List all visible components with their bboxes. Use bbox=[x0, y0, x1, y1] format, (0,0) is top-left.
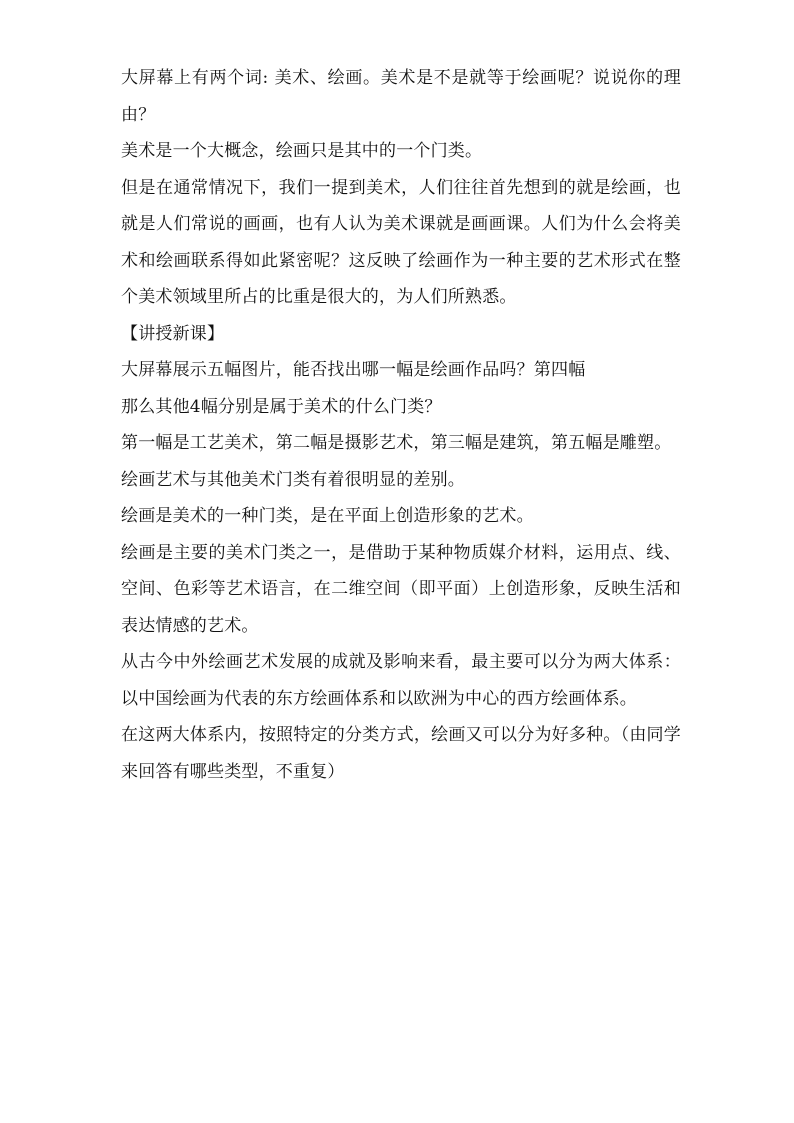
document-page bbox=[121, 60, 681, 790]
paragraph-two-systems: 从古今中外绘画艺术发展的成就及影响来看，最主要可以分为两大体系：以中国绘画为代表的东方绘画体系和以欧洲为中心的西方绘画体系。 bbox=[121, 652, 681, 709]
paragraph-definition: 绘画是美术的一种门类，是在平面上创造形象的艺术。 bbox=[121, 506, 534, 526]
paragraph-other-four: 那么其他4幅分别是属于美术的什么门类？ bbox=[121, 396, 442, 417]
paragraph-concept: 美术是一个大概念，绘画只是其中的一个门类。 bbox=[121, 141, 483, 161]
paragraph-question: 大屏幕上有两个词: 美术、绘画。美术是不是就等于绘画呢？说说你的理由？ bbox=[121, 68, 681, 125]
paragraph-explanation: 但是在通常情况下，我们一提到美术，人们往往首先想到的就是绘画，也就是人们常说的画画，也有人认为美术课就是画画课。人们为什么会将美术和绘画联系得如此紧密呢？这反映了绘画作为一种主要的艺术形式在整个美术领域里所占的比重是很大的，为人们所熟悉。 bbox=[121, 177, 681, 307]
paragraph-difference: 绘画艺术与其他美术门类有着很明显的差别。 bbox=[121, 469, 465, 490]
paragraph-categories: 第一幅是工艺美术，第二幅是摄影艺术，第三幅是建筑，第五幅是雕塑。 bbox=[121, 433, 672, 453]
paragraph-main-category: 绘画是主要的美术门类之一，是借助于某种物质媒介材料，运用点、线、空间、色彩等艺术语言，在二维空间（即平面）上创造形象，反映生活和表达情感的艺术。 bbox=[121, 542, 681, 636]
paragraph-five-images: 大屏幕展示五幅图片，能否找出哪一幅是绘画作品吗？第四幅 bbox=[121, 360, 586, 380]
section-heading-new-lesson: 【讲授新课】 bbox=[121, 323, 225, 344]
paragraph-classification: 在这两大体系内，按照特定的分类方式，绘画又可以分为好多种。（由同学来回答有哪些类型，不重复） bbox=[121, 725, 681, 782]
